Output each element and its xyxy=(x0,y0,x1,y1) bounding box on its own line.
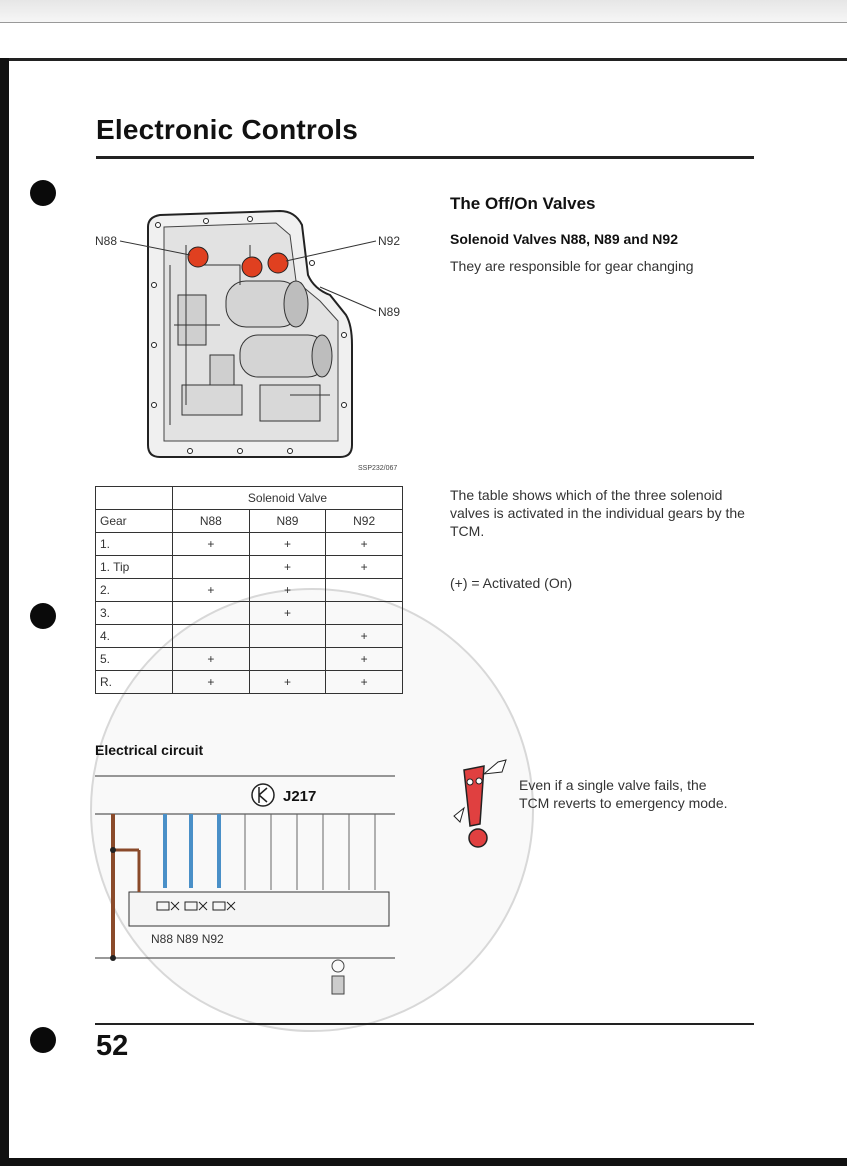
electrical-circuit-diagram xyxy=(95,766,400,1002)
gear-cell: 1. xyxy=(96,533,173,556)
n92-cell: + xyxy=(326,671,403,694)
table-description: The table shows which of the three solenoid valves is activated in the individual gears by the TCM. xyxy=(450,487,745,539)
n92-cell: + xyxy=(326,625,403,648)
n88-cell: + xyxy=(173,648,250,671)
n88-cell xyxy=(173,625,250,648)
footer-rule xyxy=(95,1023,754,1025)
n89-cell: + xyxy=(249,556,326,579)
valve-body-illustration xyxy=(90,205,420,473)
n88-cell xyxy=(173,602,250,625)
table-column-row xyxy=(96,510,403,533)
gear-cell: 1. Tip xyxy=(96,556,173,579)
page-title: Electronic Controls xyxy=(96,114,359,145)
circuit-heading: Electrical circuit xyxy=(95,742,204,758)
figure-code: SSP232/067 xyxy=(358,465,398,472)
n89-cell xyxy=(249,648,326,671)
scan-top-line xyxy=(0,22,847,23)
page-top-border xyxy=(9,58,847,61)
table-row xyxy=(96,648,403,671)
gear-cell: 5. xyxy=(96,648,173,671)
section-text-gear-changing: They are responsible for gear changing xyxy=(450,258,694,274)
n88-cell: + xyxy=(173,671,250,694)
n92-cell: + xyxy=(326,533,403,556)
n89-cell: + xyxy=(249,533,326,556)
page-number: 52 xyxy=(96,1030,129,1062)
binder-hole-top xyxy=(30,180,56,206)
n92-cell xyxy=(326,579,403,602)
section-heading-off-on-valves: The Off/On Valves xyxy=(450,194,596,213)
n89-cell: + xyxy=(249,579,326,602)
binder-hole-middle xyxy=(30,603,56,629)
section-subheading-solenoid: Solenoid Valves N88, N89 and N92 xyxy=(450,231,678,247)
table-group-header: Solenoid Valve xyxy=(173,487,403,510)
gear-cell: 4. xyxy=(96,625,173,648)
ground-symbol-icon xyxy=(332,960,344,994)
column-header-n89: N89 xyxy=(249,510,326,533)
table-row xyxy=(96,579,403,602)
solenoid-valve-table xyxy=(95,486,403,694)
exclamation-mascot-icon xyxy=(450,752,512,850)
n89-cell: + xyxy=(249,671,326,694)
label-n88: N88 xyxy=(95,234,118,248)
table-row xyxy=(96,533,403,556)
n88-cell: + xyxy=(173,533,250,556)
column-header-n92: N92 xyxy=(326,510,403,533)
title-underline xyxy=(96,156,754,159)
table-row xyxy=(96,556,403,579)
n89-cell xyxy=(249,625,326,648)
n92-cell: + xyxy=(326,648,403,671)
n92-cell xyxy=(326,602,403,625)
component-j217: J217 xyxy=(283,788,317,805)
table-corner-cell xyxy=(96,487,173,510)
label-n89: N89 xyxy=(378,305,401,319)
scan-bottom-edge xyxy=(0,1158,847,1166)
n88-cell xyxy=(173,556,250,579)
n88-cell: + xyxy=(173,579,250,602)
gear-cell: R. xyxy=(96,671,173,694)
table-row xyxy=(96,602,403,625)
note-text: Even if a single valve fails, the TCM reverts to emergency mode. xyxy=(519,777,728,811)
binder-hole-bottom xyxy=(30,1027,56,1053)
table-row xyxy=(96,671,403,694)
n92-cell: + xyxy=(326,556,403,579)
table-header-row xyxy=(96,487,403,510)
table-legend: (+) = Activated (On) xyxy=(450,575,573,591)
gear-cell: 2. xyxy=(96,579,173,602)
scan-top-strip xyxy=(0,0,847,22)
label-n92: N92 xyxy=(378,234,401,248)
n89-cell: + xyxy=(249,602,326,625)
column-header-n88: N88 xyxy=(173,510,250,533)
column-header-gear: Gear xyxy=(96,510,173,533)
table-row xyxy=(96,625,403,648)
scan-left-edge xyxy=(0,58,9,1166)
gear-cell: 3. xyxy=(96,602,173,625)
circuit-valve-labels: N88 N89 N92 xyxy=(151,932,224,946)
